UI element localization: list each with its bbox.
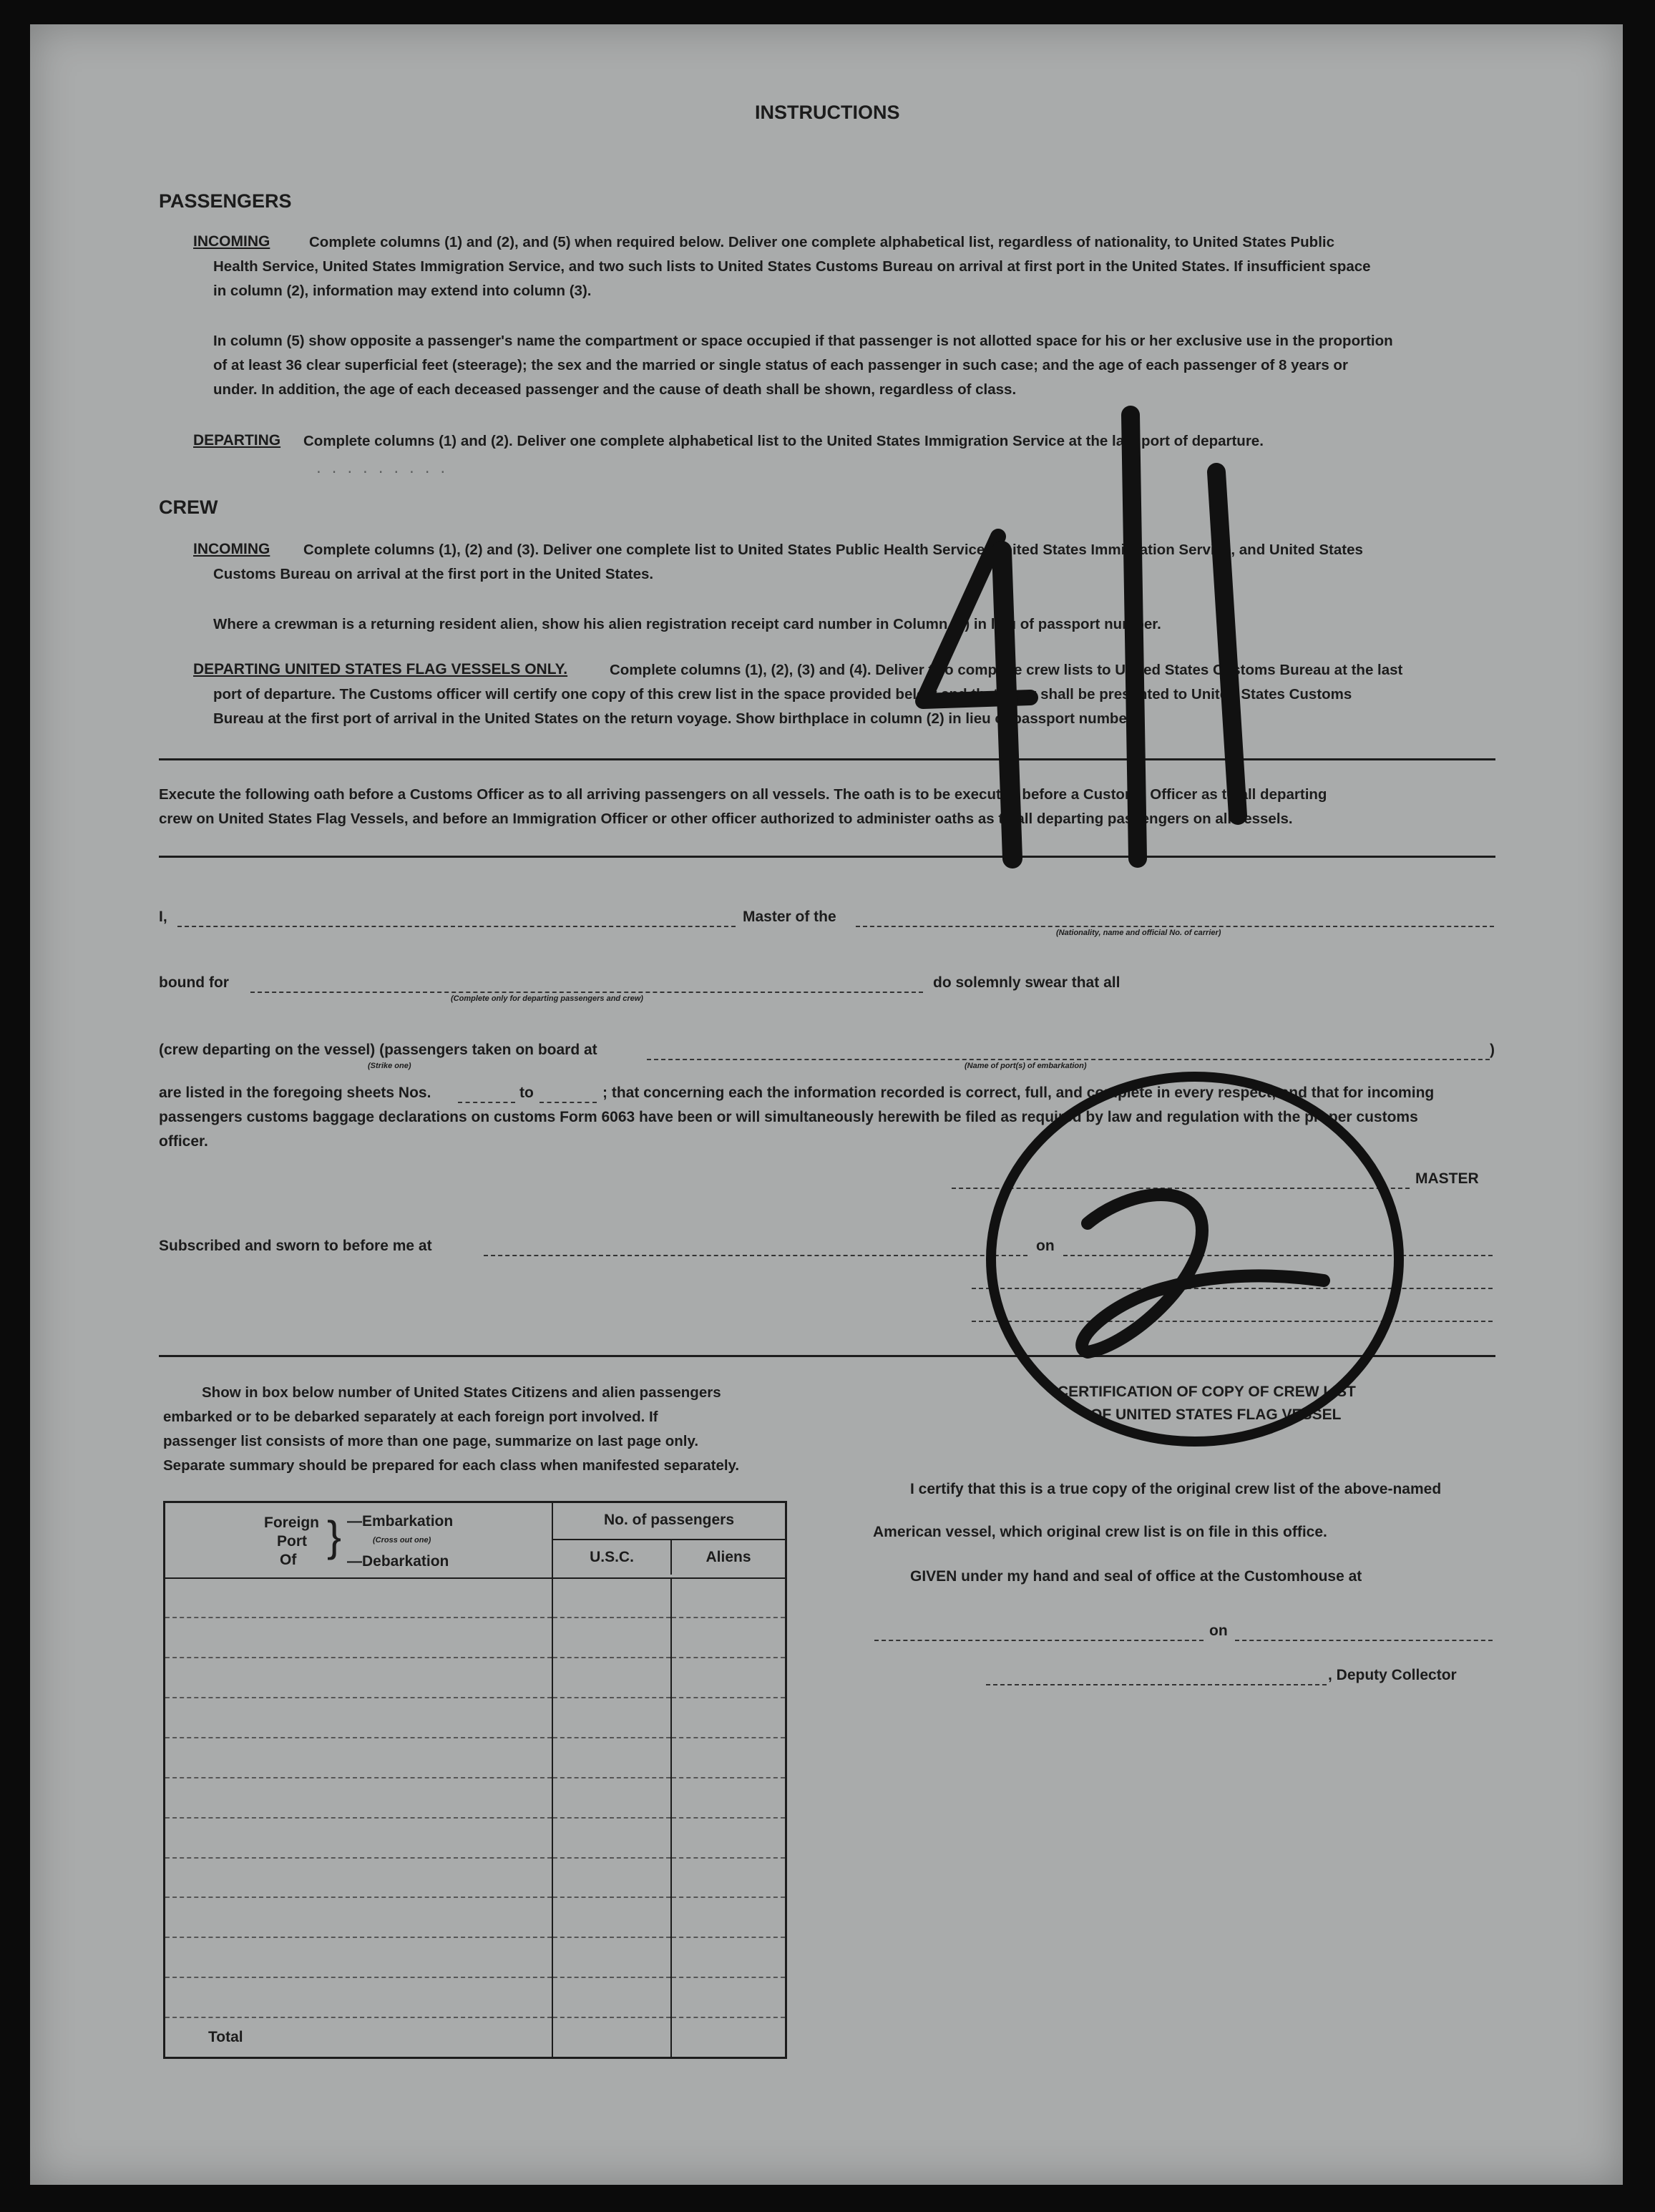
master-label: MASTER <box>1415 1170 1479 1187</box>
table-row[interactable] <box>165 1738 786 1778</box>
certification-line-3: GIVEN under my hand and seal of office at the Customhouse at <box>910 1568 1362 1585</box>
master-name-field[interactable] <box>177 926 736 927</box>
certification-line-2: American vessel, which original crew list is on file in this office. <box>873 1524 1327 1540</box>
summary-line-4: Separate summary should be prepared for each class when manifested separately. <box>163 1457 740 1474</box>
bleedthrough-text: · · · · · · · · · <box>315 465 447 480</box>
summary-line-2: embarked or to be debarked separately at each foreign port involved. If <box>163 1409 658 1425</box>
certification-title-1: CERTIFICATION OF COPY OF CREW LIST <box>1058 1384 1356 1400</box>
foreign-label: Foreign <box>264 1514 319 1531</box>
passengers-header <box>552 1502 786 1578</box>
customhouse-field[interactable] <box>874 1640 1204 1641</box>
table-row[interactable] <box>165 1698 786 1738</box>
crew-heading: CREW <box>159 496 218 518</box>
aliens-header: Aliens <box>706 1549 751 1565</box>
crew-departing-line-1: Complete columns (1), (2), (3) and (4). Deliver two complete crew lists to United States Customs Bureau at the last <box>610 662 1403 678</box>
ports-note: (Name of port(s) of embarkation) <box>965 1062 1087 1070</box>
close-paren: ) <box>1490 1042 1495 1058</box>
subscribed-on-label: on <box>1036 1238 1055 1254</box>
deputy-collector-label: , Deputy Collector <box>1328 1667 1457 1683</box>
cross-out-note: (Cross out one) <box>373 1535 431 1545</box>
crew-departing-line-2: port of departure. The Customs officer will certify one copy of this crew list in the space provided below and that copy shall be presented to United States Customs <box>213 686 1352 703</box>
crew-departing-label: DEPARTING UNITED STATES FLAG VESSELS ONLY. <box>193 661 568 677</box>
handwritten-circled-2 <box>966 1044 1424 1459</box>
table-row[interactable] <box>165 1578 786 1618</box>
swear-text: do solemnly swear that all <box>933 974 1121 991</box>
listed-text-start: are listed in the foregoing sheets Nos. <box>159 1085 431 1101</box>
passengers-incoming-label: INCOMING <box>193 233 270 250</box>
passengers-incoming-line-1: Complete columns (1) and (2), and (5) when required below. Deliver one complete alphabetical list, regardless of nationality, to United States Public <box>309 234 1334 250</box>
passengers-departing-label: DEPARTING <box>193 432 281 449</box>
bound-for-field[interactable] <box>250 992 923 993</box>
passengers-departing-text: Complete columns (1) and (2). Deliver one complete alphabetical list to the United States Immigration Service at the last port of departure. <box>303 433 1264 449</box>
nationality-note: (Nationality, name and official No. of carrier) <box>1056 929 1221 937</box>
crew-incoming-label: INCOMING <box>193 541 270 557</box>
table-row[interactable] <box>165 1937 786 1977</box>
table-row[interactable] <box>165 1778 786 1818</box>
subscribed-place-field[interactable] <box>484 1255 1027 1256</box>
crew-resident-text: Where a crewman is a returning resident alien, show his alien registration receipt card number in Column (2) in lieu of passport number. <box>213 616 1161 632</box>
listed-line-2: passengers customs baggage declarations on customs Form 6063 have been or will simultaneously herewith be filed as required by law and regulation with the proper customs <box>159 1109 1418 1125</box>
no-of-passengers-label: No. of passengers <box>553 1503 785 1540</box>
column5-line-1: In column (5) show opposite a passenger's name the compartment or space occupied if that passenger is not allotted space for his or her exclusive use in the proportion <box>213 333 1393 349</box>
column5-line-3: under. In addition, the age of each deceased passenger and the cause of death shall be shown, regardless of class. <box>213 381 1017 398</box>
foreign-port-header <box>165 1502 553 1578</box>
usc-header: U.S.C. <box>553 1540 672 1575</box>
total-row[interactable] <box>165 2017 786 2058</box>
table-row[interactable] <box>165 1658 786 1698</box>
sheet-from-field[interactable] <box>458 1102 515 1103</box>
complete-only-note: (Complete only for departing passengers and crew) <box>451 994 643 1003</box>
oath-instructions-line-2: crew on United States Flag Vessels, and before an Immigration Officer or other officer authorized to administer oaths as to all departing passengers on all vessels. <box>159 811 1293 827</box>
listed-line-3: officer. <box>159 1133 208 1150</box>
carrier-field[interactable] <box>856 926 1494 927</box>
brace: } <box>327 1512 342 1560</box>
oath-instructions-line-1: Execute the following oath before a Customs Officer as to all arriving passengers on all vessels. The oath is to be executed before a Customs Officer as to all departing <box>159 786 1327 803</box>
listed-to: to <box>519 1085 534 1101</box>
subscribed-label: Subscribed and sworn to before me at <box>159 1238 432 1254</box>
of-label: Of <box>280 1551 297 1568</box>
table-row[interactable] <box>165 1977 786 2017</box>
embarkation-option[interactable]: —Embarkation <box>347 1512 454 1530</box>
crew-departing-line-3: Bureau at the first port of arrival in the United States on the return voyage. Show birthplace in column (2) in lieu of passport number. <box>213 710 1136 727</box>
summary-line-1: Show in box below number of United States Citizens and alien passengers <box>202 1384 721 1401</box>
page-title: INSTRUCTIONS <box>755 102 900 123</box>
table-row[interactable] <box>165 1618 786 1658</box>
column5-line-2: of at least 36 clear superficial feet (steerage); the sex and the married or single status of each passenger in such case; and the age of each passenger of 8 years or <box>213 357 1348 373</box>
deputy-signature-field[interactable] <box>986 1684 1327 1685</box>
crew-departing-text: (crew departing on the vessel) (passengers taken on board at <box>159 1042 597 1058</box>
handwritten-411 <box>894 358 1324 901</box>
master-of-the-label: Master of the <box>743 909 836 925</box>
debarkation-option[interactable]: —Debarkation <box>347 1552 449 1570</box>
table-row[interactable] <box>165 1897 786 1937</box>
bound-for-label: bound for <box>159 974 229 991</box>
table-row[interactable] <box>165 1858 786 1898</box>
certification-line-1: I certify that this is a true copy of the original crew list of the above-named <box>910 1481 1442 1497</box>
crew-incoming-line-1: Complete columns (1), (2) and (3). Deliver one complete list to United States Public Health Service, United States Immigration Service, and United States <box>303 542 1363 558</box>
oath-i-label: I, <box>159 909 167 925</box>
passengers-incoming-line-3: in column (2), information may extend into column (3). <box>213 283 592 299</box>
table-row[interactable] <box>165 1818 786 1858</box>
certification-date-field[interactable] <box>1235 1640 1493 1641</box>
passengers-incoming-line-2: Health Service, United States Immigration Service, and two such lists to United States Customs Bureau on arrival at first port in the United States. If insufficient space <box>213 258 1371 275</box>
listed-text-rest: ; that concerning each the information recorded is correct, full, and complete in every respect; and that for incoming <box>602 1085 1435 1101</box>
total-label: Total <box>208 2029 243 2045</box>
certification-title-2: OF UNITED STATES FLAG VESSEL <box>1090 1406 1342 1423</box>
passengers-heading: PASSENGERS <box>159 190 292 212</box>
strike-one-note: (Strike one) <box>368 1062 411 1070</box>
sheet-to-field[interactable] <box>540 1102 597 1103</box>
port-label: Port <box>277 1532 307 1550</box>
passenger-summary-table <box>163 1501 787 2059</box>
summary-line-3: passenger list consists of more than one page, summarize on last page only. <box>163 1433 699 1449</box>
certification-on-label: on <box>1209 1623 1228 1639</box>
crew-incoming-line-2: Customs Bureau on arrival at the first port in the United States. <box>213 566 654 582</box>
